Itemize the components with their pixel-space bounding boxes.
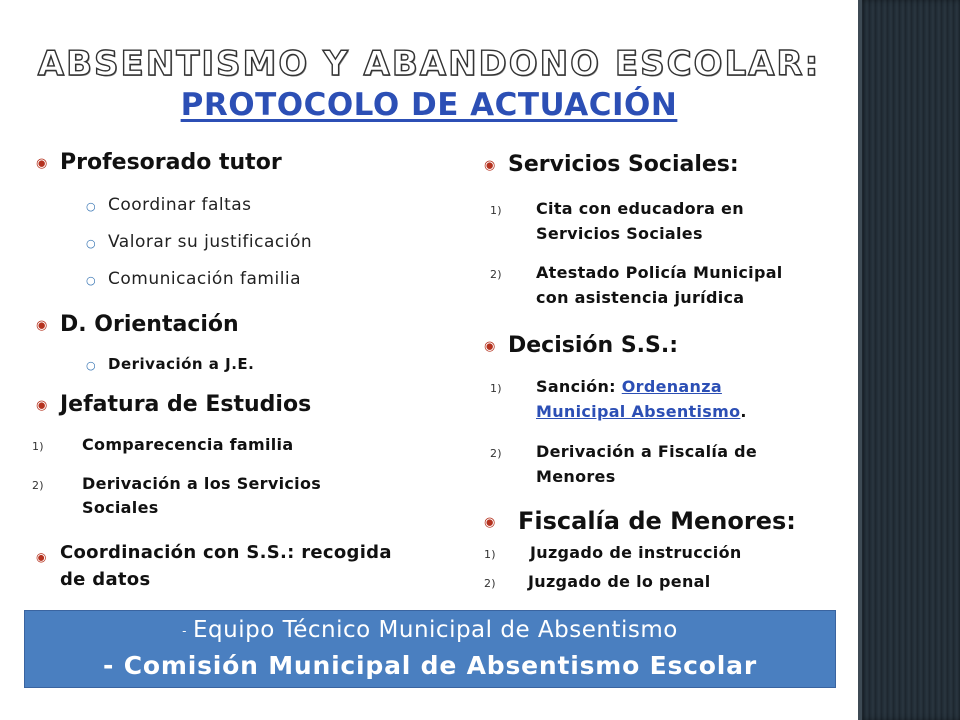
numbered-item — [490, 261, 850, 313]
numbered-item — [484, 570, 844, 596]
item-text: Menores — [536, 467, 616, 486]
absentismo-committee-box — [24, 610, 836, 688]
heading-text: D. Orientación — [60, 312, 239, 337]
side-band-edge — [858, 0, 862, 720]
item-text: Cita con educadora en — [536, 199, 744, 218]
heading-fiscalia — [484, 507, 796, 535]
list-item-text: Derivación a J.E. — [108, 355, 255, 373]
hollow-circle-bullet-icon: ○ — [86, 237, 97, 250]
item-number: 2) — [32, 479, 44, 492]
item-number: 2) — [484, 577, 496, 590]
hollow-circle-bullet-icon: ○ — [86, 200, 97, 213]
list-item — [86, 195, 252, 215]
item-text: . — [740, 402, 747, 421]
heading-text: Jefatura de Estudios — [60, 392, 312, 417]
numbered-item — [32, 433, 432, 459]
item-number: 2) — [490, 268, 502, 281]
list-item-text: Coordinar faltas — [108, 195, 252, 215]
decorative-side-band — [858, 0, 960, 720]
box-line1-text: Equipo Técnico Municipal de Absentismo — [193, 617, 678, 643]
ordenanza-link[interactable]: Ordenanza — [621, 377, 722, 396]
target-bullet-icon: ◉ — [484, 514, 496, 530]
item-number: 1) — [32, 440, 44, 453]
item-text: con asistencia jurídica — [536, 288, 745, 307]
item-text: Atestado Policía Municipal — [536, 263, 783, 282]
numbered-item — [490, 375, 850, 427]
target-bullet-icon: ◉ — [36, 155, 48, 171]
target-bullet-icon: ◉ — [484, 338, 496, 354]
heading-jefatura — [36, 392, 311, 417]
heading-orientacion — [36, 312, 239, 337]
target-bullet-icon: ◉ — [36, 317, 48, 333]
list-item-text: Comunicación familia — [108, 269, 302, 289]
heading-text: Servicios Sociales: — [508, 152, 739, 177]
item-text: Servicios Sociales — [536, 224, 703, 243]
heading-profesorado-tutor — [36, 150, 282, 175]
target-bullet-icon: ◉ — [36, 397, 48, 413]
hollow-circle-bullet-icon: ○ — [86, 359, 97, 372]
list-item-text: Valorar su justificación — [108, 232, 313, 252]
numbered-item — [490, 197, 850, 249]
numbered-item — [32, 472, 432, 524]
item-text: Juzgado de instrucción — [530, 543, 742, 562]
item-text: Derivación a Fiscalía de — [536, 442, 758, 461]
list-item — [86, 355, 254, 373]
heading-servicios-sociales — [484, 152, 739, 177]
heading-text: Profesorado tutor — [60, 150, 282, 175]
slide-title-line2: PROTOCOLO DE ACTUACIÓN — [180, 87, 678, 123]
target-bullet-icon: ◉ — [484, 157, 496, 173]
box-line2: - Comisión Municipal de Absentismo Escolar — [103, 651, 757, 680]
item-text: Juzgado de lo penal — [528, 572, 711, 591]
heading-text: Decisión S.S.: — [508, 333, 679, 358]
slide-title-line1: ABSENTISMO Y ABANDONO ESCOLAR: — [37, 44, 821, 84]
box-line1 — [25, 617, 835, 643]
list-item — [86, 232, 312, 252]
ordenanza-link-continued[interactable]: Municipal Absentismo — [536, 402, 741, 421]
list-item — [86, 269, 301, 289]
numbered-item — [484, 541, 844, 567]
item-text: Comparecencia familia — [82, 435, 294, 454]
target-bullet-icon: ◉ — [36, 550, 47, 564]
item-text: Sanción: — [536, 377, 622, 396]
item-number: 1) — [490, 382, 502, 395]
item-text: Sociales — [82, 498, 159, 517]
item-text: Coordinación con S.S.: recogida — [60, 542, 392, 563]
item-text: Derivación a los Servicios — [82, 474, 322, 493]
numbered-item — [490, 440, 850, 492]
item-number: 1) — [490, 204, 502, 217]
coordinacion-item — [36, 540, 466, 596]
item-number: 2) — [490, 447, 502, 460]
item-number: 1) — [484, 548, 496, 561]
item-text: de datos — [60, 569, 151, 590]
heading-text: Fiscalía de Menores: — [518, 507, 796, 535]
heading-decision — [484, 333, 678, 358]
hollow-circle-bullet-icon: ○ — [86, 274, 97, 287]
dash-marker: - — [182, 623, 188, 638]
